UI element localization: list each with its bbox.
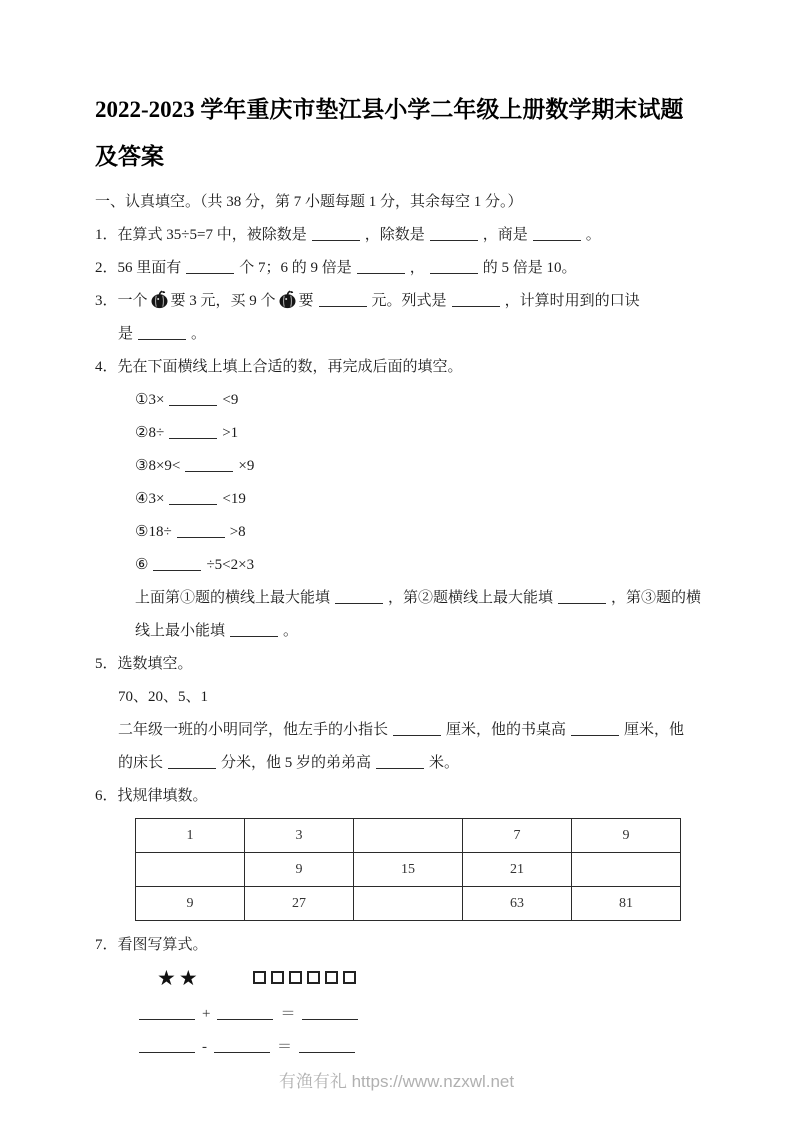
question-2-text: 个 7；6 的 9 倍是 (239, 260, 352, 276)
section-1-heading: 一、认真填空。（共 38 分，第 7 小题每题 1 分，其余每空 1 分。） (95, 194, 523, 210)
expression-text: >1 (222, 425, 239, 441)
answer-blank (430, 227, 478, 241)
question-3-text: 是 (118, 326, 134, 342)
question-7-addition-equation (95, 998, 707, 1031)
answer-blank (533, 227, 581, 241)
table-cell: 9 (136, 887, 245, 921)
question-3-text: 要 (298, 293, 314, 309)
question-1-text: 1．在算式 35÷5=7 中，被除数是 (95, 227, 307, 243)
question-4-sub-5 (95, 516, 707, 549)
footer-watermark (0, 1067, 793, 1092)
table-row (136, 853, 681, 887)
answer-blank (153, 557, 201, 571)
question-5-line-1 (95, 714, 707, 747)
expression-text: ③8×9< (135, 458, 181, 474)
table-cell: 81 (572, 887, 681, 921)
summary-text: 上面第①题的横线上最大能填 (135, 590, 331, 606)
answer-blank (312, 227, 360, 241)
table-cell: 15 (354, 853, 463, 887)
question-5-line-2 (95, 747, 707, 780)
answer-blank (168, 755, 216, 769)
table-cell: 63 (463, 887, 572, 921)
question-1-text: ，商是 (482, 227, 528, 243)
question-5-text: 厘米，他 (624, 722, 685, 738)
question-4-sub-4 (95, 483, 707, 516)
summary-text: ，第②题横线上最大能填 (388, 590, 554, 606)
table-row (136, 819, 681, 853)
table-cell: 9 (572, 819, 681, 853)
answer-blank (299, 1039, 355, 1053)
question-4-summary-line-1 (95, 582, 707, 615)
table-cell (354, 887, 463, 921)
table-cell (136, 853, 245, 887)
expression-text: ①3× (135, 392, 165, 408)
square-icon (343, 971, 356, 984)
question-1-text: 。 (585, 227, 601, 243)
expression-text: ⑥ (135, 557, 149, 573)
square-icon (325, 971, 338, 984)
expression-text: ⑤18÷ (135, 524, 172, 540)
answer-blank (217, 1006, 273, 1020)
question-1-text: ，除数是 (364, 227, 425, 243)
answer-blank (571, 722, 619, 736)
answer-blank (169, 392, 217, 406)
expression-text: ②8÷ (135, 425, 165, 441)
question-2-text: 的 5 倍是 10。 (482, 260, 577, 276)
question-7-pictograph (95, 962, 707, 998)
answer-blank (319, 293, 367, 307)
answer-blank (138, 326, 186, 340)
question-5-text: 米。 (429, 755, 460, 771)
page-title (95, 86, 707, 180)
answer-blank (185, 458, 233, 472)
square-icon (289, 971, 302, 984)
title-line-1: 2022-2023 学年重庆市垫江县小学二年级上册数学期末试题 (95, 97, 684, 122)
answer-blank (177, 524, 225, 538)
plus-operator: + (202, 1006, 211, 1022)
answer-blank (335, 590, 383, 604)
question-4-sub-2 (95, 417, 707, 450)
question-7-subtraction-equation (95, 1031, 707, 1064)
question-4-sub-3 (95, 450, 707, 483)
question-4-sub-6 (95, 549, 707, 582)
answer-blank (214, 1039, 270, 1053)
answer-blank (430, 260, 478, 274)
question-3-line-1 (95, 285, 707, 318)
summary-text: 。 (283, 623, 299, 639)
answer-blank (169, 491, 217, 505)
star-icons: ★★ (157, 966, 201, 990)
question-5-text: 厘米，他的书桌高 (446, 722, 567, 738)
answer-blank (230, 623, 278, 637)
question-3-text: 元。列式是 (371, 293, 447, 309)
expression-text: ④3× (135, 491, 165, 507)
footer-link[interactable]: 有渔有礼 https://www.nzxwl.net (278, 1072, 515, 1091)
square-icons (253, 973, 361, 989)
table-cell: 27 (245, 887, 354, 921)
question-3-line-2 (95, 318, 707, 351)
summary-text: ，第③题的横 (611, 590, 702, 606)
answer-blank (376, 755, 424, 769)
square-icon (307, 971, 320, 984)
answer-blank (139, 1006, 195, 1020)
expression-text: ÷5<2×3 (206, 557, 255, 573)
table-cell: 7 (463, 819, 572, 853)
answer-blank (302, 1006, 358, 1020)
question-2-text: ， (409, 260, 425, 276)
title-line-2: 及答案 (95, 144, 164, 169)
question-4-heading: 4．先在下面横线上填上合适的数，再完成后面的填空。 (95, 359, 463, 375)
table-cell (354, 819, 463, 853)
minus-operator: - (202, 1039, 207, 1055)
table-cell: 9 (245, 853, 354, 887)
pumpkin-icon (150, 290, 169, 309)
question-3-text: 3．一个 (95, 293, 148, 309)
question-3-text: ，计算时用到的口诀 (504, 293, 640, 309)
answer-blank (393, 722, 441, 736)
question-2 (95, 252, 707, 285)
question-6-heading: 6．找规律填数。 (95, 788, 208, 804)
square-icon (253, 971, 266, 984)
pattern-table (135, 818, 681, 921)
answer-blank (558, 590, 606, 604)
table-cell: 1 (136, 819, 245, 853)
question-4-sub-1 (95, 384, 707, 417)
question-7-heading: 7．看图写算式。 (95, 937, 208, 953)
table-row (136, 887, 681, 921)
pumpkin-icon (278, 290, 297, 309)
question-3-text: 要 3 元，买 9 个 (170, 293, 276, 309)
summary-text: 线上最小能填 (135, 623, 226, 639)
equals-operator: ＝ (280, 1006, 296, 1022)
question-5-heading: 5．选数填空。 (95, 656, 193, 672)
question-5-text: 二年级一班的小明同学，他左手的小指长 (118, 722, 389, 738)
question-5-number-options: 70、20、5、1 (118, 689, 209, 705)
question-5-text: 的床长 (118, 755, 164, 771)
square-icon (271, 971, 284, 984)
answer-blank (169, 425, 217, 439)
answer-blank (186, 260, 234, 274)
expression-text: <9 (222, 392, 239, 408)
expression-text: ×9 (238, 458, 255, 474)
question-5-text: 分米，他 5 岁的弟弟高 (221, 755, 372, 771)
question-3-text: 。 (191, 326, 207, 342)
answer-blank (357, 260, 405, 274)
table-cell (572, 853, 681, 887)
question-1 (95, 219, 707, 252)
table-cell: 3 (245, 819, 354, 853)
expression-text: >8 (229, 524, 246, 540)
answer-blank (452, 293, 500, 307)
question-4-summary-line-2 (95, 615, 707, 648)
expression-text: <19 (222, 491, 246, 507)
equals-operator: ＝ (277, 1039, 293, 1055)
answer-blank (139, 1039, 195, 1053)
question-2-text: 2．56 里面有 (95, 260, 182, 276)
table-cell: 21 (463, 853, 572, 887)
